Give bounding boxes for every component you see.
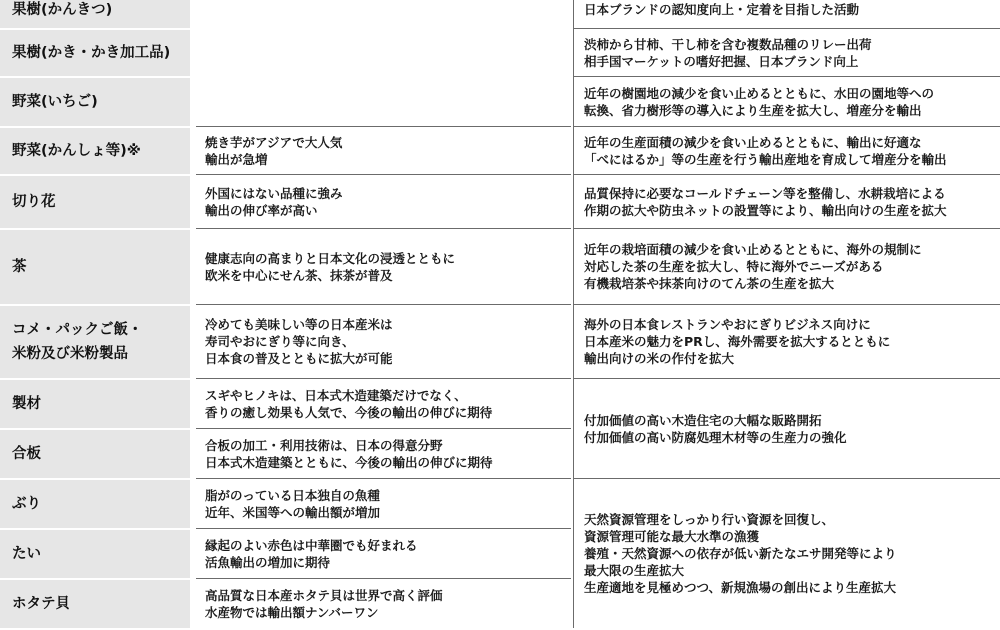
category-label: 製材 [12, 396, 41, 412]
category-cell [0, 174, 190, 228]
category-label: 米粉及び米粉製品 [12, 346, 128, 362]
strategy-cell-merged-fish [573, 478, 1000, 628]
strategy-line: 転換、省力樹形等の導入により生産を拡大し、増産分を輸出 [584, 102, 922, 118]
strategy-line: 作期の拡大や防虫ネットの設置等により、輸出向けの生産を拡大 [584, 202, 947, 218]
reason-line: 欧米を中心にせん茶、抹茶が普及 [205, 267, 393, 283]
strategy-cell [573, 126, 1000, 174]
category-label: 果樹(かんきつ) [12, 2, 113, 18]
strategy-cell [573, 28, 1000, 76]
strategy-cell [573, 76, 1000, 126]
reason-line: 焼き芋がアジアで大人気 [205, 134, 343, 150]
strategy-cell [573, 0, 1000, 28]
category-cell [0, 478, 190, 528]
strategy-line: 相手国マーケットの嗜好把握、日本ブランド向上 [584, 53, 859, 69]
category-label: コメ・パックご飯・ [12, 322, 143, 338]
category-cell [0, 0, 190, 28]
strategy-line: 日本産米の魅力をPRし、海外需要を拡大するとともに [584, 334, 891, 349]
reason-cell [196, 28, 571, 76]
category-cell [0, 304, 190, 378]
reason-cell [196, 578, 571, 628]
strategy-line: 輸出向けの米の作付を拡大 [584, 351, 735, 366]
category-cell [0, 228, 190, 304]
reason-line: 香りの癒し効果も人気で、今後の輸出の伸びに期待 [205, 404, 493, 420]
strategy-cell [573, 174, 1000, 228]
category-cell [0, 428, 190, 478]
strategy-cell [573, 228, 1000, 304]
reason-line: 水産物では輸出額ナンバーワン [205, 604, 379, 620]
category-cell [0, 28, 190, 76]
reason-cell [196, 428, 571, 478]
reason-line: 高品質な日本産ホタテ貝は世界で高く評価 [205, 587, 443, 603]
strategy-line: 付加価値の高い木造住宅の大幅な販路開拓 [584, 412, 822, 428]
strategy-line: 資源管理可能な最大水準の漁獲 [584, 529, 760, 544]
category-label: 野菜(かんしょ等)※ [12, 143, 141, 159]
category-cell [0, 578, 190, 628]
reason-line: 外国にはない品種に強み [205, 185, 343, 201]
strategy-cell [573, 304, 1000, 378]
reason-line: 輸出が急増 [205, 151, 268, 167]
strategy-line: 対応した茶の生産を拡大し、特に海外でニーズがある [584, 259, 884, 274]
reason-cell [196, 228, 571, 304]
category-cell [0, 76, 190, 126]
category-label: 野菜(いちご) [12, 94, 98, 110]
reason-cell [196, 378, 571, 428]
reason-line: 脂がのっている日本独自の魚種 [205, 487, 380, 503]
category-label: たい [12, 546, 41, 562]
reason-line: 縁起のよい赤色は中華圏でも好まれる [205, 537, 418, 553]
category-cell [0, 378, 190, 428]
reason-cell [196, 304, 571, 378]
reason-cell [196, 126, 571, 174]
category-label: 合板 [12, 446, 41, 462]
strategy-line: 有機栽培茶や抹茶向けのてん茶の生産を拡大 [584, 276, 835, 291]
strategy-line: 最大限の生産拡大 [584, 563, 685, 578]
category-label: ホタテ貝 [12, 596, 70, 612]
reason-cell [196, 528, 571, 578]
strategy-line: 渋柿から甘柿、干し柿を含む複数品種のリレー出荷 [584, 36, 872, 52]
strategy-line: 「べにはるか」等の生産を行う輸出産地を育成して増産分を輸出 [584, 151, 947, 167]
strategy-line: 養殖・天然資源への依存が低い新たなエサ開発等により [584, 546, 897, 561]
strategy-line: 生産適地を見極めつつ、新規漁場の創出により生産拡大 [584, 580, 897, 595]
reason-line: 日本食の普及とともに拡大が可能 [205, 351, 393, 366]
reason-line: 寿司やおにぎり等に向き、 [205, 334, 355, 349]
category-cell [0, 528, 190, 578]
reason-line: 健康志向の高まりと日本文化の浸透とともに [205, 250, 456, 266]
reason-cell [196, 478, 571, 528]
reason-line: スギやヒノキは、日本式木造建築だけでなく、 [205, 387, 467, 403]
strategy-line: 近年の樹園地の減少を食い止めるとともに、水田の園地等への [584, 85, 935, 101]
category-label: 果樹(かき・かき加工品) [12, 45, 171, 61]
reason-line: 活魚輸出の増加に期待 [205, 554, 331, 570]
category-label: 茶 [12, 259, 27, 275]
strategy-line: 近年の栽培面積の減少を食い止めるとともに、海外の規制に [584, 242, 922, 257]
strategy-line: 天然資源管理をしっかり行い資源を回復し、 [584, 512, 835, 527]
reason-line: 合板の加工・利用技術は、日本の得意分野 [205, 437, 443, 453]
strategy-line: 品質保持に必要なコールドチェーン等を整備し、水耕栽培による [584, 185, 946, 201]
category-cell [0, 126, 190, 174]
category-label: ぶり [12, 496, 41, 512]
category-label: 切り花 [12, 194, 56, 210]
strategy-line: 海外の日本食レストランやおにぎりビジネス向けに [584, 317, 871, 332]
strategy-line: 近年の生産面積の減少を食い止めるとともに、輸出に好適な [584, 134, 922, 150]
reason-line: 冷めても美味しい等の日本産米は [205, 317, 393, 332]
reason-line: 輸出の伸び率が高い [205, 202, 318, 218]
reason-line: 日本式木造建築とともに、今後の輸出の伸びに期待 [205, 454, 493, 470]
strategy-line: 付加価値の高い防腐処理木材等の生産力の強化 [584, 429, 847, 445]
reason-cell [196, 174, 571, 228]
strategy-line: 日本ブランドの認知度向上・定着を目指した活動 [584, 1, 860, 17]
reason-cell [196, 76, 571, 126]
strategy-cell-merged-wood [573, 378, 1000, 478]
reason-line: 近年、米国等への輸出額が増加 [205, 504, 381, 520]
reason-cell [196, 0, 571, 28]
